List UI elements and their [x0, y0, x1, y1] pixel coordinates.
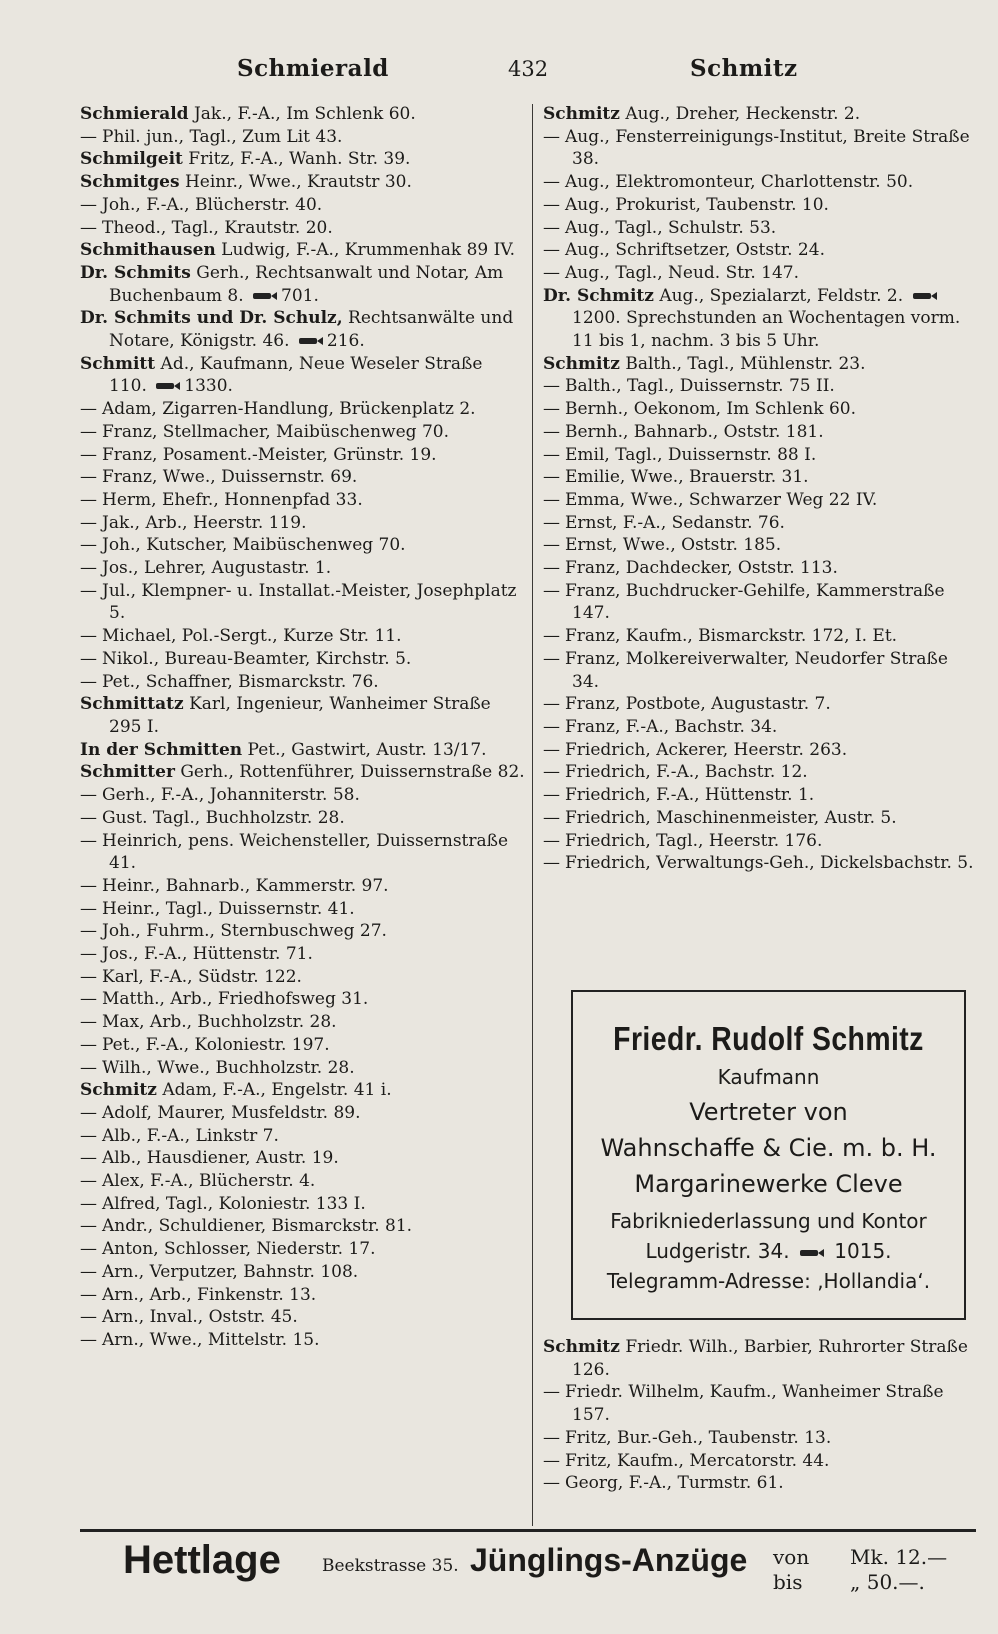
ditto-dash: — — [80, 558, 97, 579]
directory-entry — [80, 307, 525, 352]
entry-details: Friedrich, F.-A., Hüttenstr. 1. — [565, 785, 815, 806]
entry-details: Emil, Tagl., Duissernstr. 88 I. — [565, 444, 817, 465]
footer-bis: bis — [773, 1570, 803, 1594]
directory-entry — [543, 761, 978, 784]
ditto-dash: — — [80, 194, 97, 215]
directory-entry — [80, 875, 525, 898]
telephone-icon — [800, 1247, 824, 1259]
ditto-dash: — — [80, 966, 97, 987]
entry-details: Arn., Verputzer, Bahnstr. 108. — [102, 1261, 359, 1282]
directory-entry — [80, 580, 525, 625]
page-header — [0, 55, 998, 91]
ditto-dash: — — [543, 1382, 560, 1403]
directory-entry — [543, 1450, 978, 1473]
footer-product: Jünglings-Anzüge — [470, 1542, 748, 1578]
entry-details: Alb., Hausdiener, Austr. 19. — [102, 1148, 339, 1169]
ditto-dash: — — [80, 898, 97, 919]
ad-phone-number: 1015. — [834, 1239, 892, 1263]
entry-details: Jak., Arb., Heerstr. 119. — [102, 512, 307, 533]
entry-details: Balth., Tagl., Duissernstr. 75 II. — [565, 376, 835, 397]
directory-entry — [80, 761, 525, 784]
ditto-dash: — — [80, 989, 97, 1010]
footer-price-from: Mk. 12.— — [850, 1545, 948, 1569]
ditto-dash: — — [543, 648, 560, 669]
ditto-dash: — — [80, 1193, 97, 1214]
directory-entry — [543, 217, 978, 240]
left-column — [80, 103, 525, 1352]
directory-entry — [80, 830, 525, 875]
entry-details: Joh., F.-A., Blücherstr. 40. — [102, 194, 323, 215]
entry-details: Aug., Elektromonteur, Charlottenstr. 50. — [565, 172, 914, 193]
ditto-dash: — — [80, 421, 97, 442]
column-divider — [532, 104, 533, 1526]
ditto-dash: — — [80, 467, 97, 488]
entry-details: Adolf, Maurer, Musfeldstr. 89. — [102, 1102, 361, 1123]
directory-entry — [543, 103, 978, 126]
ditto-dash: — — [543, 580, 560, 601]
entry-details: Bernh., Bahnarb., Oststr. 181. — [565, 421, 824, 442]
ditto-dash: — — [80, 1329, 97, 1350]
entry-details: Fritz, F.-A., Wanh. Str. 39. — [182, 149, 411, 170]
ditto-dash: — — [80, 807, 97, 828]
directory-entry — [543, 285, 978, 353]
entry-surname: Schmitz — [543, 353, 620, 374]
footer-address: Beekstrasse 35. — [322, 1556, 459, 1576]
ad-line-4: Fabrikniederlassung und Kontor — [610, 1209, 927, 1233]
directory-entry — [543, 398, 978, 421]
entry-details: Gust. Tagl., Buchholzstr. 28. — [102, 807, 345, 828]
ad-line-2: Wahnschaffe & Cie. m. b. H. — [600, 1134, 937, 1162]
directory-entry — [543, 784, 978, 807]
entry-details: Franz, Postbote, Augustastr. 7. — [565, 694, 831, 715]
entry-details: Heinr., Wwe., Krautstr 30. — [179, 172, 412, 193]
entry-details: Pet., F.-A., Koloniestr. 197. — [102, 1034, 330, 1055]
directory-entry — [80, 988, 525, 1011]
directory-entry — [80, 171, 525, 194]
entry-details: Franz, Dachdecker, Oststr. 113. — [565, 558, 838, 579]
footer-price-to: „ 50.—. — [850, 1570, 925, 1594]
directory-entry — [80, 512, 525, 535]
entry-details: Pet., Schaffner, Bismarckstr. 76. — [102, 671, 379, 692]
entry-surname: Schmitz — [543, 104, 620, 124]
ditto-dash: — — [80, 671, 97, 692]
entry-details: Georg, F.-A., Turmstr. 61. — [565, 1473, 784, 1494]
directory-entry — [80, 625, 525, 648]
entry-details: Alex, F.-A., Blücherstr. 4. — [102, 1171, 316, 1192]
ditto-dash: — — [543, 1473, 560, 1494]
ditto-dash: — — [543, 126, 560, 147]
footer-range-labels — [773, 1545, 809, 1595]
entry-surname: Schmitt — [80, 353, 156, 374]
entry-surname: In der Schmitten — [80, 739, 243, 760]
directory-entry — [80, 557, 525, 580]
ditto-dash: — — [80, 1216, 97, 1237]
entry-details: Friedrich, Verwaltungs-Geh., Dickelsbachstr. 5. — [565, 853, 974, 874]
directory-entry — [543, 716, 978, 739]
entry-details: Adam, F.-A., Engelstr. 41 i. — [156, 1080, 392, 1101]
directory-entry — [543, 693, 978, 716]
entry-details: Aug., Schriftsetzer, Oststr. 24. — [565, 240, 825, 261]
ditto-dash: — — [543, 172, 560, 193]
directory-entry — [80, 1079, 525, 1102]
entry-details: Jul., Klempner- u. Installat.-Meister, Josephplatz 5. — [102, 580, 517, 624]
directory-entry — [543, 557, 978, 580]
directory-entry — [543, 534, 978, 557]
telephone-icon — [299, 335, 323, 347]
ditto-dash: — — [543, 807, 560, 828]
directory-entry — [80, 1238, 525, 1261]
right-column-lower — [543, 1336, 978, 1495]
ditto-dash: — — [80, 489, 97, 510]
entry-details: Rechtsanwälte und Notare, Königstr. 46. — [109, 308, 514, 352]
ditto-dash: — — [543, 1427, 560, 1448]
entry-phone-hours: 1200. Sprechstunden an Wochentagen vorm. 11 bis 1, nachm. 3 bis 5 Uhr. — [572, 308, 961, 352]
entry-details: Ernst, Wwe., Oststr. 185. — [565, 535, 782, 556]
directory-entry — [80, 1147, 525, 1170]
entry-details: Wilh., Wwe., Buchholzstr. 28. — [102, 1057, 355, 1078]
ditto-dash: — — [543, 444, 560, 465]
directory-entry — [80, 1170, 525, 1193]
header-left-keyword: Schmierald — [237, 55, 389, 82]
directory-entry — [80, 1261, 525, 1284]
ditto-dash: — — [543, 194, 560, 215]
entry-details: Fritz, Bur.-Geh., Taubenstr. 13. — [565, 1427, 832, 1448]
entry-surname: Schmithausen — [80, 240, 216, 261]
entry-details: Alb., F.-A., Linkstr 7. — [102, 1125, 279, 1146]
entry-surname: Schmilgeit — [80, 149, 183, 170]
directory-entry — [80, 739, 525, 762]
directory-entry — [80, 489, 525, 512]
ditto-dash: — — [80, 580, 97, 601]
directory-entry — [80, 1034, 525, 1057]
header-right-keyword: Schmitz — [690, 55, 798, 82]
entry-details: Friedrich, F.-A., Bachstr. 12. — [565, 762, 808, 783]
ditto-dash: — — [543, 785, 560, 806]
entry-details: Aug., Prokurist, Taubenstr. 10. — [565, 194, 829, 215]
entry-details: Emma, Wwe., Schwarzer Weg 22 IV. — [565, 489, 878, 510]
entry-details: Phil. jun., Tagl., Zum Lit 43. — [102, 126, 343, 147]
directory-entry — [80, 1102, 525, 1125]
directory-entry — [80, 126, 525, 149]
ad-line-6: Telegramm-Adresse: ‚Hollandia‘. — [606, 1269, 931, 1293]
entry-details: Franz, Posament.-Meister, Grünstr. 19. — [102, 444, 437, 465]
ditto-dash: — — [80, 1102, 97, 1123]
ditto-dash: — — [80, 1012, 97, 1033]
ditto-dash: — — [543, 1450, 560, 1471]
ditto-dash: — — [80, 1034, 97, 1055]
entry-details: Aug., Dreher, Heckenstr. 2. — [619, 104, 861, 124]
ditto-dash: — — [80, 535, 97, 556]
entry-details: Alfred, Tagl., Koloniestr. 133 I. — [102, 1193, 366, 1214]
ditto-dash: — — [80, 830, 97, 851]
directory-entry — [543, 171, 978, 194]
ditto-dash: — — [80, 944, 97, 965]
directory-entry — [80, 671, 525, 694]
directory-entry — [543, 1381, 978, 1426]
entry-details: Theod., Tagl., Krautstr. 20. — [102, 217, 333, 238]
entry-details: Friedrich, Tagl., Heerstr. 176. — [565, 830, 823, 851]
directory-entry — [543, 648, 978, 693]
ad-line-5 — [573, 1236, 964, 1266]
telephone-icon — [156, 380, 180, 392]
entry-details: Gerh., Rechtsanwalt und Notar, Am Buchenbaum 8. — [109, 262, 504, 306]
ditto-dash: — — [80, 399, 97, 420]
ditto-dash: — — [543, 376, 560, 397]
entry-surname: Schmittatz — [80, 694, 184, 715]
telephone-icon — [253, 290, 277, 302]
directory-entry — [543, 830, 978, 853]
entry-details: Heinr., Tagl., Duissernstr. 41. — [102, 898, 355, 919]
entry-details: Bernh., Oekonom, Im Schlenk 60. — [565, 399, 856, 420]
ditto-dash: — — [543, 762, 560, 783]
entry-details: Emilie, Wwe., Brauerstr. 31. — [565, 467, 809, 488]
entry-details: Matth., Arb., Friedhofsweg 31. — [102, 989, 369, 1010]
entry-details: Jos., Lehrer, Augustastr. 1. — [102, 558, 332, 579]
directory-entry — [80, 784, 525, 807]
directory-entry — [80, 693, 525, 738]
footer-brand: Hettlage — [123, 1538, 281, 1582]
footer-rule — [80, 1529, 976, 1532]
directory-entry — [543, 580, 978, 625]
directory-entry — [80, 807, 525, 830]
ditto-dash: — — [80, 1261, 97, 1282]
entry-details: Andr., Schuldiener, Bismarckstr. 81. — [102, 1216, 413, 1237]
ditto-dash: — — [80, 1148, 97, 1169]
ditto-dash: — — [543, 694, 560, 715]
ad-line-3: Margarinewerke Cleve — [634, 1170, 903, 1198]
directory-entry — [80, 1306, 525, 1329]
ad-title: Friedr. Rudolf Schmitz — [613, 1020, 924, 1057]
ditto-dash: — — [80, 217, 97, 238]
entry-surname: Schmitter — [80, 762, 175, 783]
ad-line-1: Vertreter von — [689, 1098, 848, 1126]
directory-entry — [543, 194, 978, 217]
ditto-dash: — — [543, 558, 560, 579]
entry-details: Aug., Tagl., Schulstr. 53. — [565, 217, 777, 238]
entry-details: Arn., Wwe., Mittelstr. 15. — [102, 1329, 320, 1350]
directory-entry — [543, 444, 978, 467]
directory-entry — [80, 1193, 525, 1216]
entry-phone: 701. — [281, 285, 319, 306]
entry-details: Franz, F.-A., Bachstr. 34. — [565, 716, 778, 737]
entry-details: Jak., F.-A., Im Schlenk 60. — [188, 104, 416, 124]
ditto-dash: — — [543, 399, 560, 420]
entry-details: Franz, Wwe., Duissernstr. 69. — [102, 467, 358, 488]
ditto-dash: — — [80, 1284, 97, 1305]
ditto-dash: — — [543, 240, 560, 261]
directory-entry — [543, 375, 978, 398]
entry-surname: Dr. Schmits — [80, 262, 191, 283]
directory-entry — [80, 353, 525, 398]
entry-details: Franz, Stellmacher, Maibüschenweg 70. — [102, 421, 449, 442]
entry-details: Pet., Gastwirt, Austr. 13/17. — [242, 739, 487, 760]
directory-entry — [80, 1125, 525, 1148]
directory-entry — [80, 1057, 525, 1080]
ditto-dash: — — [543, 421, 560, 442]
ditto-dash: — — [80, 875, 97, 896]
directory-entry — [80, 398, 525, 421]
ditto-dash: — — [80, 1239, 97, 1260]
directory-entry — [80, 920, 525, 943]
directory-entry — [80, 1329, 525, 1352]
ditto-dash: — — [543, 467, 560, 488]
entry-details: Aug., Tagl., Neud. Str. 147. — [565, 262, 799, 283]
entry-details: Max, Arb., Buchholzstr. 28. — [102, 1012, 337, 1033]
telephone-icon — [913, 290, 937, 302]
directory-entry — [80, 239, 525, 262]
entry-details: Jos., F.-A., Hüttenstr. 71. — [102, 944, 313, 965]
ditto-dash: — — [80, 1125, 97, 1146]
entry-details: Herm, Ehefr., Honnenpfad 33. — [102, 489, 363, 510]
directory-entry — [543, 1472, 978, 1495]
entry-phone: 216. — [326, 331, 365, 352]
ditto-dash: — — [80, 785, 97, 806]
entry-details: Franz, Kaufm., Bismarckstr. 172, I. Et. — [565, 626, 898, 647]
ditto-dash: — — [543, 830, 560, 851]
ditto-dash: — — [80, 1307, 97, 1328]
entry-details: Michael, Pol.-Sergt., Kurze Str. 11. — [102, 626, 402, 647]
entry-details: Aug., Fensterreinigungs-Institut, Breite Straße 38. — [565, 126, 970, 170]
directory-entry — [80, 648, 525, 671]
directory-entry — [80, 1215, 525, 1238]
directory-entry — [80, 262, 525, 307]
directory-entry — [543, 126, 978, 171]
directory-entry — [543, 852, 978, 875]
directory-entry — [80, 148, 525, 171]
entry-details: Gerh., Rottenführer, Duissernstraße 82. — [174, 762, 525, 783]
entry-details: Franz, Molkereiverwalter, Neudorfer Straße 34. — [565, 648, 948, 692]
entry-details: Karl, Ingenieur, Wanheimer Straße 295 I. — [109, 694, 491, 737]
entry-details: Joh., Kutscher, Maibüschenweg 70. — [102, 535, 406, 556]
ditto-dash: — — [80, 1057, 97, 1078]
entry-details: Franz, Buchdrucker-Gehilfe, Kammerstraße 147. — [565, 580, 945, 624]
ditto-dash: — — [543, 739, 560, 760]
ditto-dash: — — [80, 921, 97, 942]
entry-details: Aug., Spezialarzt, Feldstr. 2. — [653, 285, 904, 306]
ditto-dash: — — [80, 126, 97, 147]
entry-surname: Dr. Schmits und Dr. Schulz, — [80, 308, 343, 329]
directory-entry — [543, 262, 978, 285]
entry-surname: Schmitges — [80, 172, 180, 193]
right-column — [543, 103, 978, 875]
entry-details: Gerh., F.-A., Johanniterstr. 58. — [102, 785, 360, 806]
entry-details: Friedrich, Maschinenmeister, Austr. 5. — [565, 807, 897, 828]
entry-details: Arn., Inval., Oststr. 45. — [102, 1307, 298, 1328]
entry-details: Ludwig, F.-A., Krummenhak 89 IV. — [215, 240, 516, 261]
ad-address: Ludgeristr. 34. — [645, 1239, 790, 1263]
entry-details: Ad., Kaufmann, Neue Weseler Straße 110. — [109, 353, 483, 397]
entry-details: Anton, Schlosser, Niederstr. 17. — [102, 1239, 376, 1260]
directory-entry — [80, 534, 525, 557]
directory-entry — [80, 898, 525, 921]
directory-entry — [543, 1336, 978, 1381]
directory-entry — [80, 1011, 525, 1034]
ditto-dash: — — [80, 1171, 97, 1192]
entry-details: Heinr., Bahnarb., Kammerstr. 97. — [102, 875, 389, 896]
directory-entry — [543, 625, 978, 648]
ditto-dash: — — [543, 512, 560, 533]
entry-details: Karl, F.-A., Südstr. 122. — [102, 966, 302, 987]
entry-surname: Dr. Schmitz — [543, 285, 654, 306]
directory-entry — [80, 217, 525, 240]
directory-entry — [80, 466, 525, 489]
directory-entry — [80, 421, 525, 444]
directory-entry — [80, 444, 525, 467]
ditto-dash: — — [543, 217, 560, 238]
directory-entry — [543, 512, 978, 535]
entry-details: Nikol., Bureau-Beamter, Kirchstr. 5. — [102, 648, 412, 669]
entry-details: Arn., Arb., Finkenstr. 13. — [102, 1284, 317, 1305]
ditto-dash: — — [543, 716, 560, 737]
directory-entry — [80, 1284, 525, 1307]
entry-details: Heinrich, pens. Weichensteller, Duissernstraße 41. — [102, 830, 509, 874]
directory-entry — [543, 489, 978, 512]
directory-entry — [543, 421, 978, 444]
entry-details: Adam, Zigarren-Handlung, Brückenplatz 2. — [102, 399, 476, 420]
advertisement-box — [571, 990, 966, 1320]
page-number: 432 — [508, 57, 549, 81]
ditto-dash: — — [543, 262, 560, 283]
entry-surname: Schmitz — [543, 1337, 620, 1357]
ditto-dash: — — [80, 648, 97, 669]
entry-details: Balth., Tagl., Mühlenstr. 23. — [619, 353, 866, 374]
ditto-dash: — — [543, 535, 560, 556]
ditto-dash: — — [543, 489, 560, 510]
directory-entry — [80, 194, 525, 217]
entry-surname: Schmierald — [80, 104, 189, 124]
directory-entry — [543, 739, 978, 762]
entry-details: Fritz, Kaufm., Mercatorstr. 44. — [565, 1450, 830, 1471]
directory-entry — [543, 807, 978, 830]
entry-details: Friedr. Wilhelm, Kaufm., Wanheimer Straße 157. — [565, 1382, 944, 1426]
ditto-dash: — — [543, 626, 560, 647]
ditto-dash: — — [80, 512, 97, 533]
entry-details: Joh., Fuhrm., Sternbuschweg 27. — [102, 921, 387, 942]
directory-entry — [80, 943, 525, 966]
directory-entry — [543, 353, 978, 376]
directory-entry — [543, 239, 978, 262]
entry-surname: Schmitz — [80, 1080, 157, 1101]
ditto-dash: — — [543, 853, 560, 874]
ditto-dash: — — [80, 626, 97, 647]
directory-entry — [80, 103, 525, 126]
directory-entry — [80, 966, 525, 989]
ditto-dash: — — [80, 444, 97, 465]
footer-von: von — [773, 1545, 810, 1569]
entry-details: Friedr. Wilh., Barbier, Ruhrorter Straße 126. — [572, 1337, 968, 1380]
entry-phone: 1330. — [184, 376, 233, 397]
entry-details: Friedrich, Ackerer, Heerstr. 263. — [565, 739, 848, 760]
directory-entry — [543, 1427, 978, 1450]
entry-details: Ernst, F.-A., Sedanstr. 76. — [565, 512, 785, 533]
directory-entry — [543, 466, 978, 489]
ad-subtitle: Kaufmann — [717, 1065, 820, 1089]
